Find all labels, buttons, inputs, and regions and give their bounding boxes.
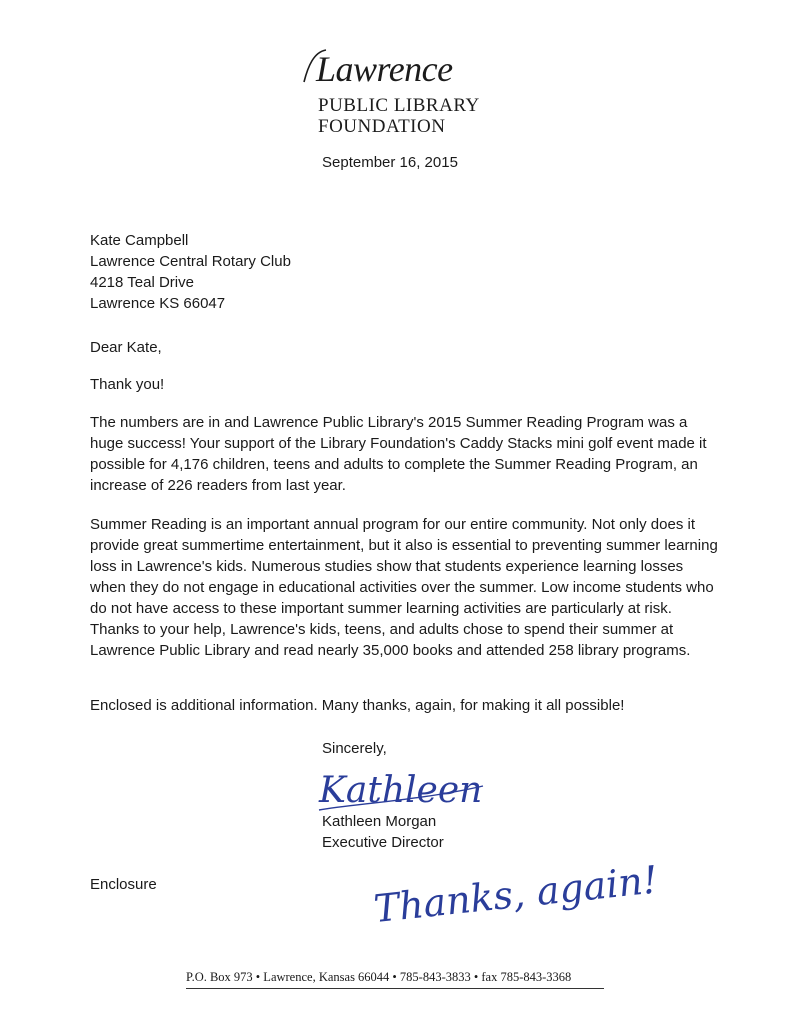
footer-contact: P.O. Box 973 • Lawrence, Kansas 66044 • 785-843-3833 • fax 785-843-3368 bbox=[186, 970, 572, 984]
handwritten-signature bbox=[313, 764, 493, 814]
letterhead-line-2: FOUNDATION bbox=[318, 116, 446, 137]
opening-line: Thank you! bbox=[90, 376, 165, 393]
letterhead-wordmark: Lawrence bbox=[316, 49, 453, 89]
recipient-name: Kate Campbell bbox=[90, 232, 189, 249]
body-paragraph bbox=[90, 514, 720, 661]
letter-date: September 16, 2015 bbox=[322, 154, 458, 171]
paragraph-text: The numbers are in and Lawrence Public Library's 2015 Summer Reading Program was a huge success! Your support of the Library Foundation's Caddy Stacks mini golf event made it possible for 4,176 children, teens and adults to complete the Summer Reading Program, an increase of 226 readers from last year. bbox=[90, 414, 707, 494]
recipient-organization: Lawrence Central Rotary Club bbox=[90, 253, 291, 270]
body-paragraph bbox=[90, 412, 720, 496]
recipient-city: Lawrence KS 66047 bbox=[90, 295, 226, 312]
signature-text: Kathleen bbox=[319, 770, 483, 811]
closing: Sincerely, bbox=[322, 740, 387, 757]
body-paragraph bbox=[90, 695, 720, 716]
paragraph-text: Enclosed is additional information. Many thanks, again, for making it all possible! bbox=[90, 697, 625, 714]
salutation: Dear Kate, bbox=[90, 339, 162, 356]
signer-title: Executive Director bbox=[322, 834, 444, 851]
enclosure-note: Enclosure bbox=[90, 876, 157, 893]
letterhead-line-1: PUBLIC LIBRARY bbox=[318, 95, 480, 116]
footer-rule bbox=[186, 988, 604, 989]
recipient-street: 4218 Teal Drive bbox=[90, 274, 194, 291]
signer-name: Kathleen Morgan bbox=[322, 813, 437, 830]
paragraph-text: Summer Reading is an important annual program for our entire community. Not only does it provide great summertime entertainment, but it also is essential to preventing summer learning loss in Lawrence's kids. Numerous studies show that students experience learning losses when they do not engage in educational activities over the summer. Low income students who do not have access to these important summer learning activities are particularly at risk. Thanks to your help, Lawrence's kids, teens, and adults chose to spend their summer at Lawrence Public Library and read nearly 35,000 books and attended 258 library programs. bbox=[90, 516, 718, 659]
handwritten-note bbox=[370, 857, 660, 948]
handwritten-note-text: Thanks, again! bbox=[371, 857, 660, 932]
